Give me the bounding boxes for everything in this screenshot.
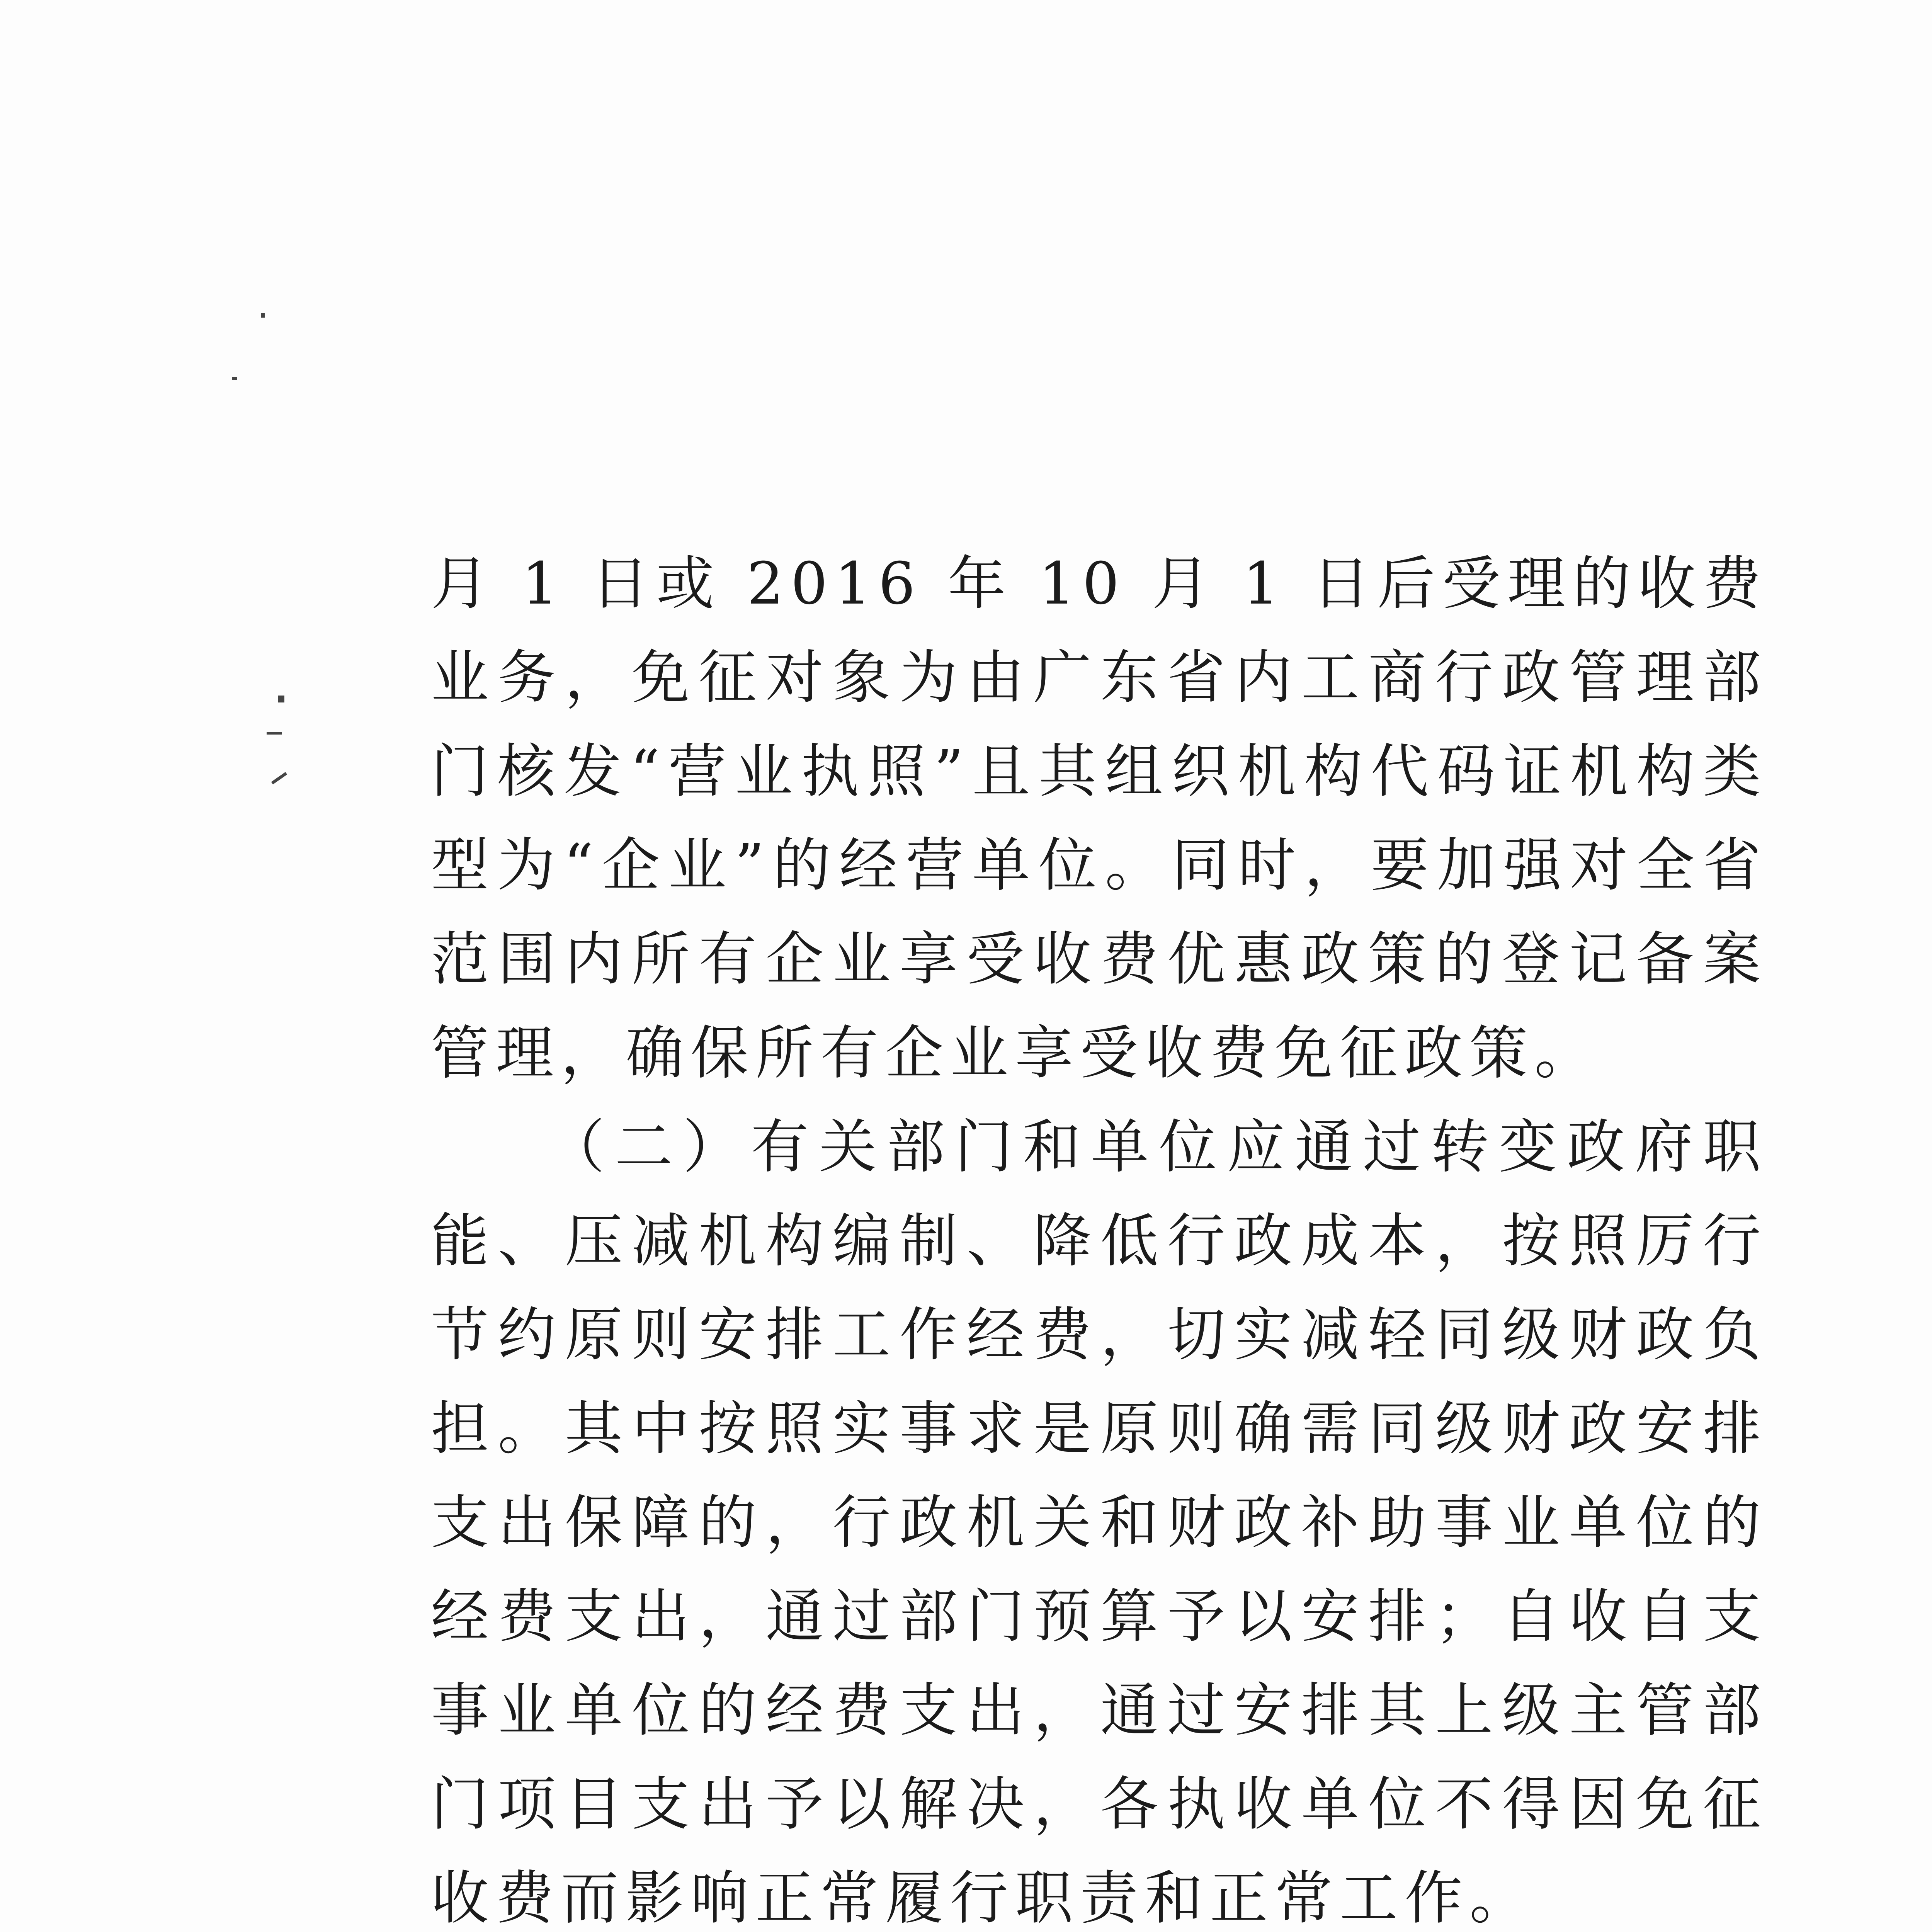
paragraph-continuation: 月 1 日或 2016 年 10 月 1 日后受理的收费业务，免征对象为由广东省内工商行政管理部门核发“营业执照”且其组织机构代码证机构类型为“企业”的经营单位。同时，要加强对全省范围内所有企业享受收费优惠政策的登记备案管理，确保所有企业享受收费免征政策。 [431, 550, 1768, 1087]
scan-speck [267, 732, 282, 735]
scan-speck [271, 772, 287, 784]
scan-speck [261, 313, 265, 318]
scan-speck [232, 377, 237, 380]
paragraph-section-2: （二）有关部门和单位应通过转变政府职能、压减机构编制、降低行政成本，按照厉行节约原则安排工作经费，切实减轻同级财政负担。其中按照实事求是原则确需同级财政安排支出保障的，行政机关和财政补助事业单位的经费支出，通过部门预算予以安排；自收自支事业单位的经费支出，通过安排其上级主管部门项目支出予以解决，各执收单位不得因免征收费而影响正常履行职责和正常工作。 [431, 1114, 1768, 1932]
document-body [431, 537, 1768, 1932]
scan-speck [278, 696, 284, 702]
